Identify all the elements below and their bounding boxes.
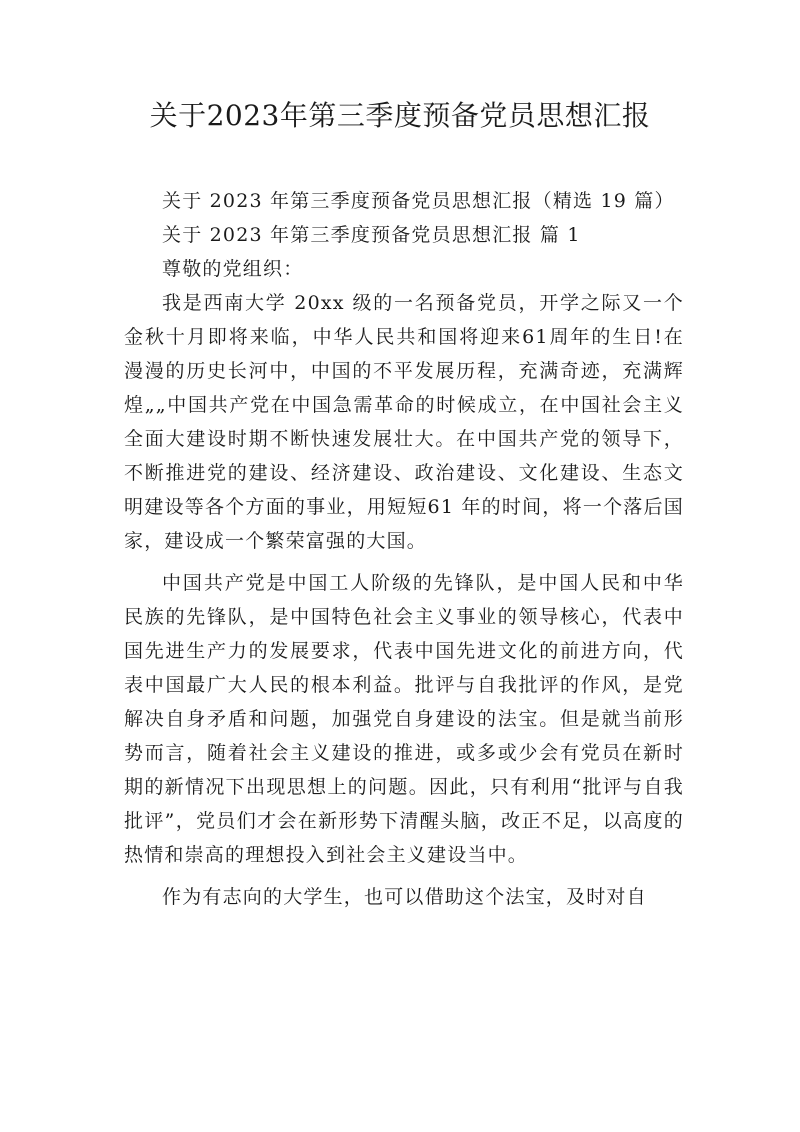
section-heading: 关于 2023 年第三季度预备党员思想汇报 篇 1 xyxy=(162,224,581,246)
paragraph-1: 我是西南大学 20xx 级的一名预备党员，开学之际又一个金秋十月即将来临，中华人民共和国将迎来61周年的生日!在漫漫的历史长河中，中国的不平发展历程，充满奇迹，充满辉煌„„中国共产党在中国急需革命的时候成立，在中国社会主义全面大建设时期不断快速发展壮大。在中国共产党的领导下，不断推进党的建设、经济建设、政治建设、文化建设、生态文明建设等各个方面的事业，用短短61 年的时间，将一个落后国家，建设成一个繁荣富强的大国。 xyxy=(124,292,684,552)
document-body xyxy=(124,184,684,914)
paragraph-3: 作为有志向的大学生，也可以借助这个法宝，及时对自 xyxy=(162,886,647,908)
paragraph-2: 中国共产党是中国工人阶级的先锋队，是中国人民和中华民族的先锋队，是中国特色社会主义事业的领导核心，代表中国先进生产力的发展要求，代表中国先进文化的前进方向，代表中国最广大人民的根本利益。批评与自我批评的作风，是党解决自身矛盾和问题，加强党自身建设的法宝。但是就当前形势而言，随着社会主义建设的推进，或多或少会有党员在新时期的新情况下出现思想上的问题。因此，只有利用“批评与自我批评”，党员们才会在新形势下清醒头脑，改正不足，以高度的热情和崇高的理想投入到社会主义建设当中。 xyxy=(124,572,684,866)
document-title: 关于2023年第三季度预备党员思想汇报 xyxy=(149,99,651,132)
document-subtitle: 关于 2023 年第三季度预备党员思想汇报（精选 19 篇） xyxy=(162,190,675,212)
salutation: 尊敬的党组织： xyxy=(162,258,304,280)
